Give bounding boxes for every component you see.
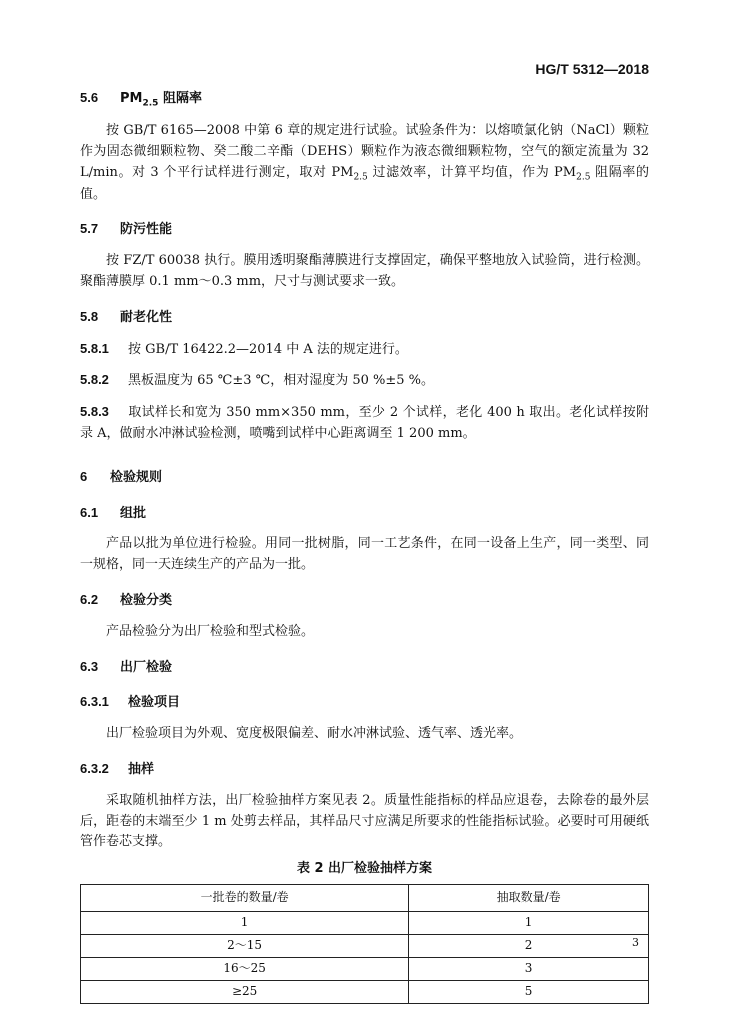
section-number: 6.3.1 [80, 694, 109, 710]
paragraph-5-6 [80, 121, 649, 205]
section-heading-5-7 [80, 219, 649, 241]
table-cell: 1 [81, 911, 409, 934]
para-sub-2: 2.5 [576, 172, 591, 183]
table-header-cell: 抽取数量/卷 [409, 884, 649, 911]
page-number: 3 [632, 936, 639, 950]
paragraph-5-7: 按 FZ/T 60038 执行。膜用透明聚酯薄膜进行支撑固定，确保平整地放入试验筒，进行检测。聚酯薄膜厚 0.1 mm～0.3 mm，尺寸与测试要求一致。 [80, 253, 649, 289]
clause-text: 黑板温度为 65 ℃±3 ℃，相对湿度为 50 %±5 %。 [128, 373, 434, 389]
section-heading-6 [80, 467, 649, 489]
section-number: 6 [80, 468, 88, 484]
section-heading-6-1 [80, 503, 649, 525]
section-title: 检验分类 [120, 592, 173, 608]
section-number: 5.7 [80, 221, 99, 237]
section-title: 检验规则 [110, 469, 163, 485]
table-cell: 2～15 [81, 934, 409, 957]
title-rest: 阻隔率 [158, 91, 202, 106]
sampling-table [80, 884, 649, 1004]
table-cell: 5 [409, 980, 649, 1003]
clause-number: 5.8.3 [80, 404, 109, 420]
section-number: 6.3 [80, 658, 99, 674]
clause-number: 5.8.2 [80, 372, 109, 388]
section-title: 检验项目 [128, 695, 181, 711]
section-number: 5.6 [80, 90, 99, 105]
section-number: 6.3.2 [80, 760, 109, 776]
clause-5-8-3 [80, 402, 649, 445]
title-pm: PM [120, 91, 143, 106]
section-heading-5-8 [80, 307, 649, 329]
table-caption: 表 2 出厂检验抽样方案 [296, 861, 433, 877]
paragraph-6-3-2: 采取随机抽样方法，出厂检验抽样方案见表 2。质量性能指标的样品应退卷，去除卷的最外层后，距卷的末端至少 1 m 处剪去样品，其样品尺寸应满足所要求的性能指标试验。必要时可用硬纸管作卷芯支撑。 [80, 792, 649, 850]
para-part-c: 阻隔率的值。 [80, 164, 649, 202]
table-header-cell: 一批卷的数量/卷 [81, 884, 409, 911]
paragraph-6-1: 产品以批为单位进行检验。用同一批树脂，同一工艺条件，在同一设备上生产，同一类型、同一规格，同一天连续生产的产品为一批。 [80, 536, 649, 573]
clause-text: 按 GB/T 16422.2—2014 中 A 法的规定进行。 [128, 341, 408, 357]
clause-number: 5.8.1 [80, 340, 109, 356]
table-row [81, 911, 649, 934]
title-pm-sub: 2.5 [142, 98, 159, 109]
paragraph-6-2: 产品检验分为出厂检验和型式检验。 [106, 623, 315, 639]
section-heading-5-6 [80, 88, 649, 111]
page-content [80, 88, 649, 1004]
section-number: 6.2 [80, 591, 99, 607]
para-part-b: 过滤效率，计算平均值，作为 PM [367, 164, 577, 180]
table-row [81, 957, 649, 980]
para-part-a: 按 GB/T 6165—2008 中第 6 章的规定进行试验。试验条件为：以熔喷氯化钠（NaCl）颗粒作为固态微细颗粒物、癸二酸二辛酯（DEHS）颗粒作为液态微细颗粒物，空气的额定流量为 32 L/min。对 3 个平行试样进行测定，取对 PM [80, 122, 649, 180]
table-cell: 1 [409, 911, 649, 934]
table-cell: 16～25 [81, 957, 409, 980]
table-header-row [81, 884, 649, 911]
section-title: 组批 [120, 505, 147, 521]
clause-5-8-2 [80, 370, 649, 392]
clause-text: 取试样长和宽为 350 mm×350 mm，至少 2 个试样，老化 400 h 取出。老化试样按附录 A，做耐水冲淋试验检测，喷嘴到试样中心距离调至 1 200 mm。 [80, 405, 649, 441]
clause-5-8-1 [80, 339, 649, 361]
section-number: 5.8 [80, 308, 99, 324]
section-heading-6-3 [80, 657, 649, 679]
table-cell: 2 [409, 934, 649, 957]
section-title: 防污性能 [120, 222, 173, 238]
document-code: HG/T 5312—2018 [535, 61, 649, 77]
section-heading-6-3-1 [80, 692, 649, 714]
table-row [81, 934, 649, 957]
table-cell: 3 [409, 957, 649, 980]
table-row [81, 980, 649, 1003]
section-title: 出厂检验 [120, 659, 173, 675]
table-cell: ≥25 [81, 980, 409, 1003]
section-title [120, 89, 202, 111]
section-heading-6-2 [80, 590, 649, 612]
section-title: 耐老化性 [120, 309, 173, 325]
para-sub-1: 2.5 [353, 172, 368, 183]
section-title: 抽样 [128, 761, 155, 777]
section-number: 6.1 [80, 504, 99, 520]
paragraph-6-3-1: 出厂检验项目为外观、宽度极限偏差、耐水冲淋试验、透气率、透光率。 [106, 726, 523, 742]
section-heading-6-3-2 [80, 759, 649, 781]
